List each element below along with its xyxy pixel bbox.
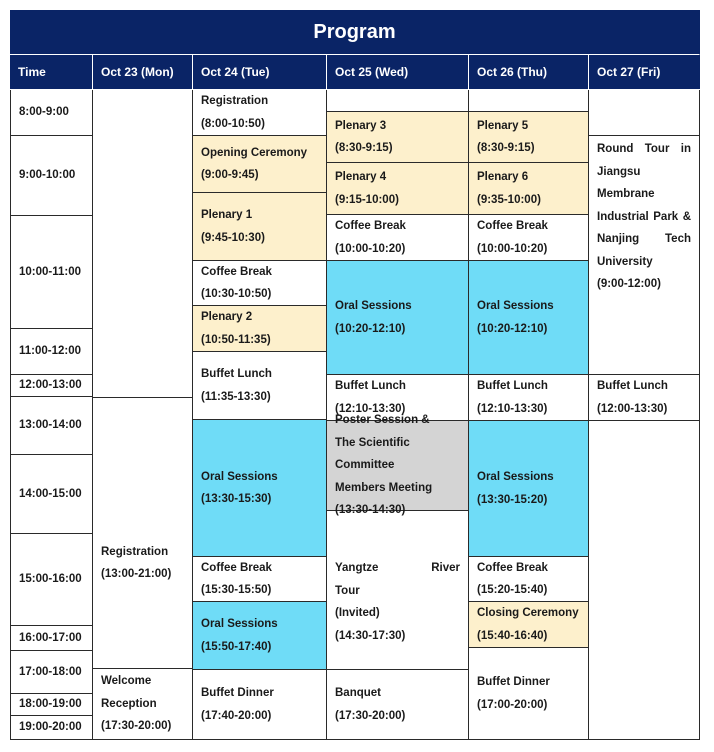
- time-slot: 12:00-13:00: [10, 375, 93, 397]
- event-time: (13:00-21:00): [101, 568, 172, 580]
- thu-oral-sessions: [469, 261, 589, 375]
- page-title-text: Program: [313, 20, 396, 43]
- event-time: (10:20-12:10): [335, 322, 406, 335]
- tue-coffee-break: [193, 261, 327, 306]
- wed-coffee-break: [327, 215, 469, 261]
- event-time: (13:30-15:20): [477, 493, 548, 506]
- event-name: Plenary 4: [335, 171, 387, 183]
- thu-plenary-5: [469, 112, 589, 163]
- event-time: (17:30-20:00): [335, 709, 406, 722]
- time-slot: 15:00-16:00: [10, 534, 93, 626]
- fri-buffet-lunch: [589, 375, 700, 421]
- event-name: Buffet Lunch: [597, 380, 668, 392]
- event-time: (9:15-10:00): [335, 193, 399, 206]
- event-time: (9:45-10:30): [201, 231, 265, 244]
- event-name: Oral Sessions: [201, 470, 278, 483]
- mon-empty-slot: [93, 90, 193, 398]
- thu-empty-slot: [469, 90, 589, 112]
- header-oct-24: Oct 24 (Tue): [193, 55, 327, 90]
- time-slot: 17:00-18:00: [10, 651, 93, 694]
- event-name: Members Meeting: [335, 481, 433, 494]
- event-name: Poster Session &: [335, 414, 430, 427]
- event-name: Buffet Dinner: [477, 676, 550, 688]
- header-oct-23: Oct 23 (Mon): [93, 55, 193, 90]
- time-slot: 16:00-17:00: [10, 626, 93, 651]
- event-name: Coffee Break: [201, 561, 272, 574]
- header-oct-27: Oct 27 (Fri): [589, 55, 700, 90]
- event-name: Oral Sessions: [477, 300, 554, 312]
- event-time: (15:20-15:40): [477, 584, 548, 596]
- page-title: [10, 10, 700, 55]
- time-slot: 13:00-14:00: [10, 397, 93, 455]
- event-name: Oral Sessions: [477, 471, 554, 483]
- fri-round-tour: [589, 136, 700, 375]
- time-slot: 10:00-11:00: [10, 216, 93, 329]
- event-name: Welcome: [101, 675, 152, 688]
- wed-oral-sessions: [327, 261, 469, 375]
- event-name: Round Tour in Jiangsu Membrane Industrial Park & Nanjing Tech University: [597, 143, 691, 268]
- event-name: Yangtze River Tour: [335, 562, 460, 597]
- event-name: Coffee Break: [335, 220, 406, 232]
- event-time: (13:30-14:30): [335, 504, 406, 517]
- event-name: Buffet Dinner: [201, 687, 274, 699]
- event-name: Banquet: [335, 687, 381, 699]
- event-name: Buffet Lunch: [201, 368, 272, 380]
- thu-buffet-dinner: [469, 648, 589, 740]
- event-name: Buffet Lunch: [335, 380, 406, 392]
- event-name: Opening Ceremony: [201, 146, 308, 159]
- event-name: Plenary 1: [201, 209, 253, 221]
- time-slot: 8:00-9:00: [10, 90, 93, 136]
- event-time: (8:00-10:50): [201, 117, 265, 130]
- tue-opening-ceremony: [193, 136, 327, 193]
- event-name: Plenary 2: [201, 311, 253, 323]
- tue-registration: [193, 90, 327, 136]
- tue-buffet-lunch: [193, 352, 327, 420]
- time-slot: 14:00-15:00: [10, 455, 93, 534]
- event-name: Oral Sessions: [201, 618, 278, 630]
- event-name: Closing Ceremony: [477, 607, 579, 619]
- event-time: (12:00-13:30): [597, 402, 668, 415]
- program-table: [10, 10, 700, 740]
- time-slot: 19:00-20:00: [10, 716, 93, 740]
- event-time: (12:10-13:30): [477, 402, 548, 415]
- tue-buffet-dinner: [193, 670, 327, 740]
- time-slot: 9:00-10:00: [10, 136, 93, 216]
- tue-plenary-1: [193, 193, 327, 261]
- tue-oral-sessions: [193, 602, 327, 670]
- header-time: Time: [10, 55, 93, 90]
- event-name: Plenary 6: [477, 171, 529, 183]
- event-time: (17:00-20:00): [477, 698, 548, 711]
- wed-poster-session: [327, 414, 469, 517]
- event-time: (9:00-9:45): [201, 169, 259, 181]
- event-time: (17:30-20:00): [101, 720, 172, 733]
- fri-empty-slot: [589, 90, 700, 136]
- time-slot: 18:00-19:00: [10, 694, 93, 716]
- wed-empty-slot: [327, 90, 469, 112]
- thu-buffet-lunch: [469, 375, 589, 421]
- thu-coffee-break: [469, 215, 589, 261]
- event-name: The Scientific Committee: [335, 436, 410, 472]
- event-time: (10:20-12:10): [477, 322, 548, 335]
- event-name: Coffee Break: [201, 265, 272, 278]
- event-name: Reception: [101, 697, 157, 710]
- tue-oral-sessions: [193, 420, 327, 557]
- event-name: Plenary 3: [335, 119, 387, 132]
- event-name: Registration: [201, 95, 269, 107]
- event-time: (10:50-11:35): [201, 333, 271, 346]
- wed-plenary-4: [327, 163, 469, 215]
- thu-closing-ceremony: [469, 602, 589, 648]
- fri-empty-slot: [589, 421, 700, 740]
- event-time: (13:30-15:30): [201, 493, 272, 505]
- wed-banquet: [327, 670, 469, 740]
- time-slot: 11:00-12:00: [10, 329, 93, 375]
- event-time: (8:30-9:15): [335, 142, 393, 154]
- event-time: (10:30-10:50): [201, 288, 272, 300]
- event-time: (8:30-9:15): [477, 142, 535, 154]
- wed-yangtze-river-tour: [327, 511, 469, 670]
- event-name: Plenary 5: [477, 119, 529, 132]
- header-oct-25: Oct 25 (Wed): [327, 55, 469, 90]
- header-oct-26: Oct 26 (Thu): [469, 55, 589, 90]
- thu-oral-sessions: [469, 421, 589, 557]
- event-name: Buffet Lunch: [477, 380, 548, 392]
- mon-registration: [93, 398, 193, 669]
- thu-coffee-break: [469, 557, 589, 602]
- event-name: Oral Sessions: [335, 300, 412, 312]
- event-time: (15:30-15:50): [201, 584, 272, 596]
- event-name: Coffee Break: [477, 220, 548, 232]
- event-time: (11:35-13:30): [201, 390, 271, 403]
- event-time: (12:10-13:30): [335, 402, 406, 415]
- event-time: (15:40-16:40): [477, 629, 548, 642]
- thu-plenary-6: [469, 163, 589, 215]
- event-time: (14:30-17:30): [335, 629, 406, 642]
- tue-plenary-2: [193, 306, 327, 352]
- tue-coffee-break: [193, 557, 327, 602]
- event-subtitle: (Invited): [335, 607, 380, 619]
- event-name: Coffee Break: [477, 561, 548, 574]
- wed-plenary-3: [327, 112, 469, 163]
- event-time: (9:00-12:00): [597, 278, 661, 290]
- event-time: (17:40-20:00): [201, 709, 272, 722]
- event-time: (10:00-10:20): [335, 242, 406, 255]
- event-time: (9:35-10:00): [477, 193, 541, 206]
- event-time: (15:50-17:40): [201, 640, 272, 653]
- event-name: Registration: [101, 545, 169, 558]
- mon-welcome-reception: [93, 669, 193, 740]
- event-time: (10:00-10:20): [477, 242, 548, 255]
